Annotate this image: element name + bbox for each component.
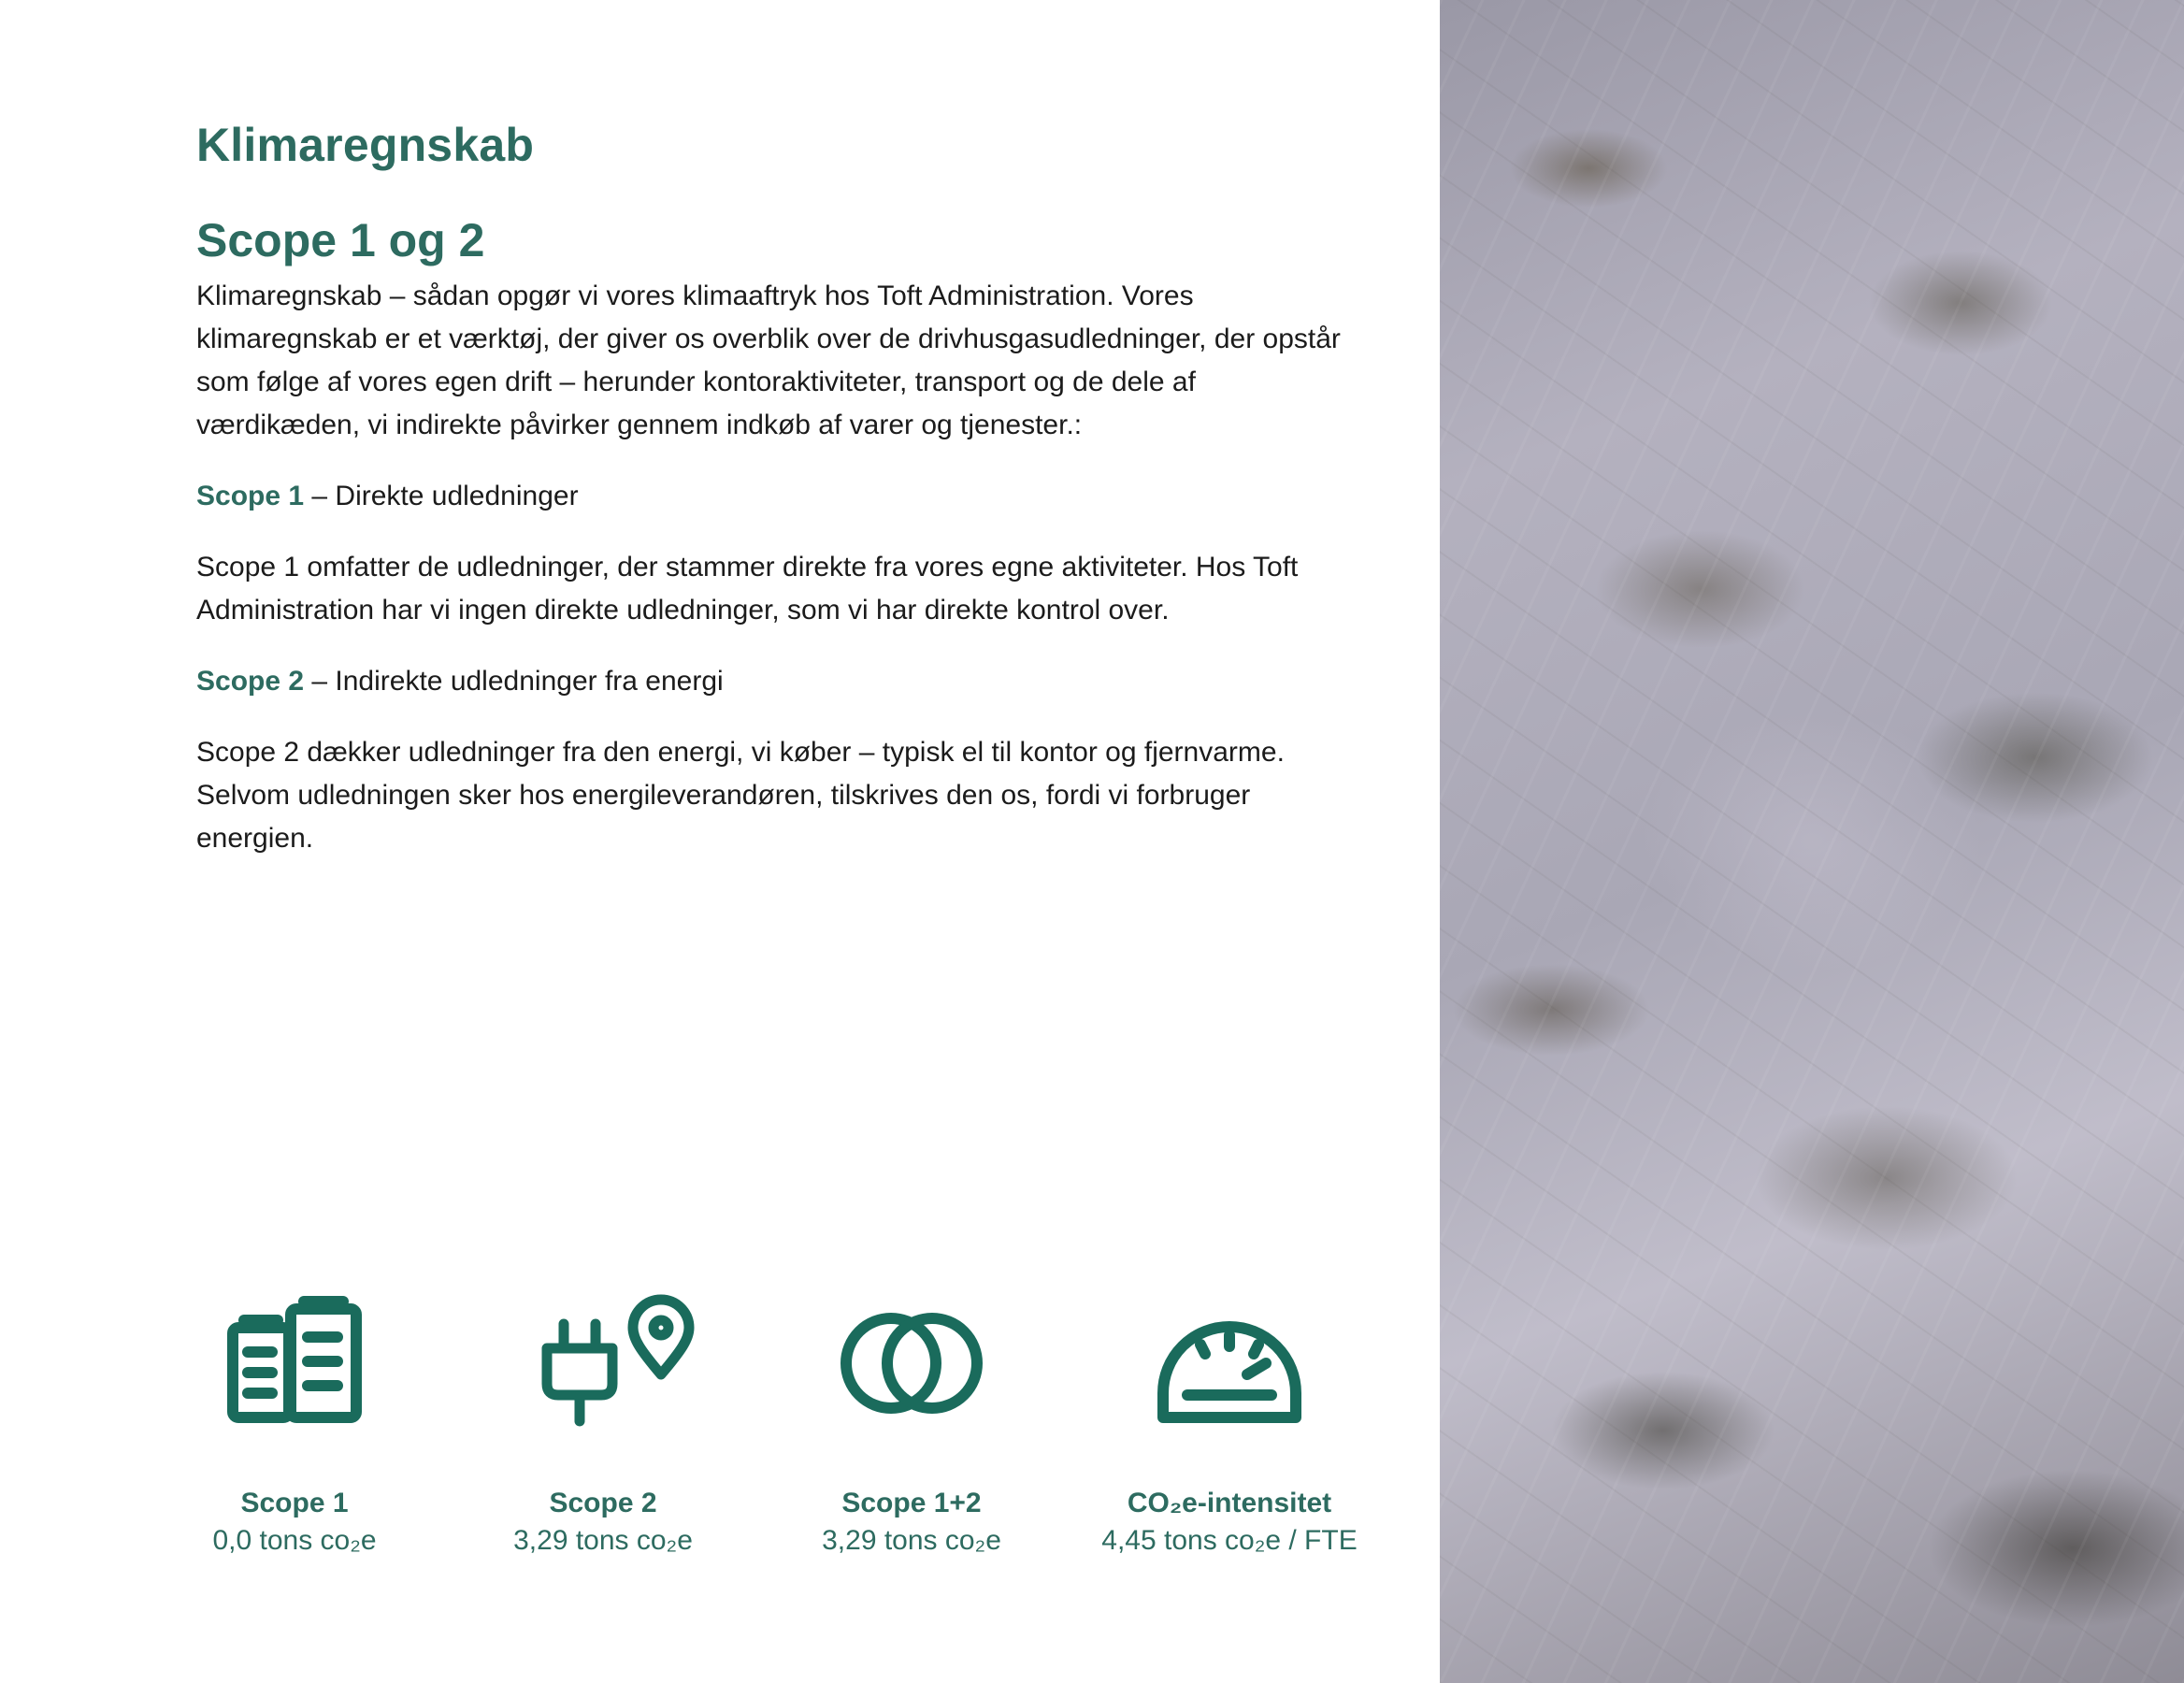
stat-intensity (1075, 1290, 1384, 1571)
stat-scope2-title: Scope 2 (549, 1488, 657, 1518)
stat-scope1-value: 0,0 tons co₂e (212, 1525, 377, 1556)
stats-row (140, 1290, 1393, 1571)
scope2-label: Scope 2 (196, 666, 305, 697)
overlapping-circles-icon (757, 1290, 1066, 1440)
stat-intensity-title: CO₂e-intensitet (1127, 1488, 1332, 1518)
frozen-ground-photo (1440, 0, 2184, 1683)
gauge-icon (1075, 1290, 1384, 1440)
stat-scope2 (449, 1290, 757, 1571)
scope1-label: Scope 1 (196, 481, 305, 511)
scope1-heading (196, 475, 1365, 518)
intro-paragraph: Klimaregnskab – sådan opgør vi vores klimaaftryk hos Toft Administration. Vores klimaregnskab er et værktøj, der giver os overblik over de drivhusgasudledninger, der opstår som følge af vores egen drift – herunder kontoraktiviteter, transport og de dele af værdikæden, vi indirekte påvirker gennem indkøb af varer og tjenester.: (196, 280, 1341, 440)
stat-scope1-2-value: 3,29 tons co₂e (822, 1525, 1001, 1556)
scope2-title: – Indirekte udledninger fra energi (304, 666, 724, 697)
scope2-paragraph: Scope 2 dækker udledninger fra den energi, vi køber – typisk el til kontor og fjernvarme. Selvom udledningen sker hos energileverandøren, tilskrives den os, fordi vi forbruger energien. (196, 737, 1285, 854)
buildings-icon (140, 1290, 449, 1440)
stat-scope2-value: 3,29 tons co₂e (513, 1525, 693, 1556)
scope1-paragraph: Scope 1 omfatter de udledninger, der stammer direkte fra vores egne aktiviteter. Hos Toft Administration har vi ingen direkte udledninger, som vi har direkte kontrol over. (196, 552, 1299, 626)
content (196, 112, 1365, 860)
stat-scope1-title: Scope 1 (240, 1488, 349, 1518)
section-title: Scope 1 og 2 (196, 214, 485, 266)
stat-scope1-2-title: Scope 1+2 (841, 1488, 982, 1518)
page-title: Klimaregnskab (196, 119, 535, 171)
plug-location-icon (449, 1290, 757, 1440)
stat-intensity-value: 4,45 tons co₂e / FTE (1101, 1525, 1358, 1556)
stat-scope1-2 (757, 1290, 1066, 1571)
photo-texture (1440, 0, 2184, 1683)
scope1-title: – Direkte udledninger (304, 481, 579, 511)
scope2-heading (196, 660, 1365, 703)
stat-scope1 (140, 1290, 449, 1571)
